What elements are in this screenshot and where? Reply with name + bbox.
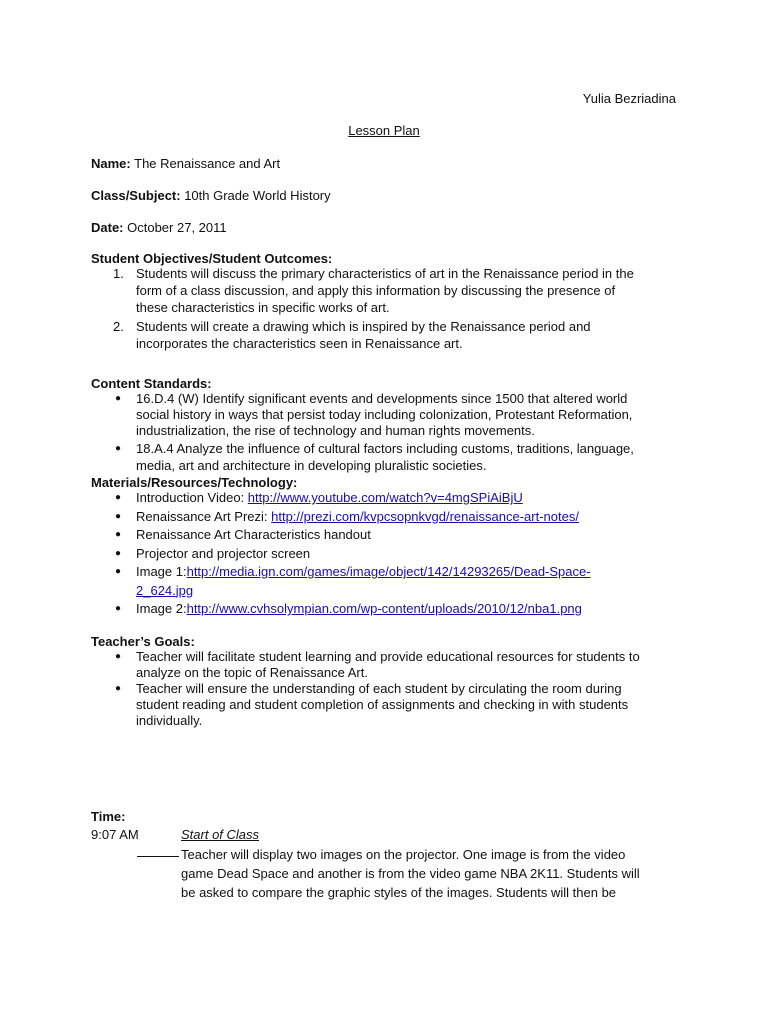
bullet-icon: ● (115, 529, 122, 540)
class-subject-field (91, 187, 331, 204)
bullet-icon: ● (115, 683, 122, 694)
list-item (91, 649, 681, 681)
goals-list (91, 649, 681, 729)
list-item-line: analyze on the topic of Renaissance Art. (136, 665, 368, 680)
entry-title: Start of Class (181, 827, 260, 842)
list-item-line: incorporates the characteristics seen in Renaissance art. (136, 336, 463, 351)
list-item-line: Students will create a drawing which is inspired by the Renaissance period and (136, 319, 591, 334)
date-label: Date: (91, 220, 124, 235)
list-item (91, 526, 681, 545)
description-line: Teacher will display two images on the projector. One image is from the video (181, 847, 626, 862)
name-field (91, 155, 280, 172)
list-item (91, 318, 681, 352)
name-value: The Renaissance and Art (130, 156, 281, 171)
author-name: Yulia Bezriadina (582, 91, 676, 106)
list-marker: 2. (113, 319, 124, 334)
list-item-line: 16.D.4 (W) Identify significant events and developments since 1500 that altered world (136, 391, 628, 406)
goals-heading: Teacher’s Goals: (91, 634, 195, 649)
bullet-icon: ● (115, 393, 122, 404)
description-line: game Dead Space and another is from the video game NBA 2K11. Students will (181, 866, 640, 881)
blank-line (137, 844, 179, 861)
materials-heading: Materials/Resources/Technology: (91, 475, 298, 490)
list-item-line: Teacher will ensure the understanding of each student by circulating the room during (136, 681, 622, 696)
image-2-link[interactable]: http://www.cvhsolympian.com/wp-content/uploads/2010/12/nba1.png (186, 601, 582, 616)
name-label: Name: (91, 156, 131, 171)
list-item (91, 265, 681, 316)
class-subject-label: Class/Subject: (91, 188, 181, 203)
bullet-icon: ● (115, 651, 122, 662)
page-title: Lesson Plan (348, 123, 420, 138)
description-line: be asked to compare the graphic styles of the images. Students will then be (181, 885, 617, 900)
list-item (91, 600, 681, 619)
list-item-line: these characteristics in specific works of art. (136, 300, 390, 315)
time-heading: Time: (91, 809, 126, 824)
entry-time: 9:07 AM (91, 827, 139, 842)
list-item (91, 563, 681, 600)
date-value: October 27, 2011 (123, 220, 227, 235)
intro-video-link[interactable]: http://www.youtube.com/watch?v=4mgSPiAiBjU (247, 490, 523, 505)
list-item (91, 390, 681, 439)
standards-heading: Content Standards: (91, 376, 212, 391)
list-item (91, 545, 681, 564)
list-item-line: individually. (136, 713, 203, 728)
image-1-link-continued[interactable]: 2_624.jpg (136, 582, 194, 598)
list-item-line: Teacher will facilitate student learning and provide educational resources for students to (136, 649, 640, 664)
list-item (91, 508, 681, 527)
objectives-list (91, 265, 681, 352)
entry-description (181, 845, 681, 902)
bullet-icon: ● (115, 510, 122, 522)
list-item-line: Students will discuss the primary characteristics of art in the Renaissance period in the (136, 266, 634, 281)
standards-list (91, 390, 681, 474)
list-marker: 1. (113, 266, 124, 281)
image-1-link[interactable]: http://media.ign.com/games/image/object/142/14293265/Dead-Space- (186, 564, 591, 579)
bullet-icon: ● (115, 603, 122, 614)
list-item-line: media, art and architecture in developing pluralistic societies. (136, 458, 487, 473)
material-label: Renaissance Art Characteristics handout (136, 527, 371, 542)
material-label: Image 2: (136, 601, 187, 616)
list-item-line: social history in ways that persist today including colonization, Protestant Reformation, (136, 407, 633, 422)
materials-list (91, 489, 681, 619)
bullet-icon: ● (115, 443, 122, 454)
list-item-line: industrialization, the rise of technology and human rights movements. (136, 423, 535, 438)
bullet-icon: ● (115, 547, 122, 559)
material-label: Renaissance Art Prezi: (136, 508, 272, 524)
list-item-line: form of a class discussion, and apply this information by discussing the presence of (136, 283, 616, 298)
list-item (91, 681, 681, 729)
prezi-link[interactable]: http://prezi.com/kvpcsopnkvgd/renaissance-art-notes/ (271, 508, 579, 524)
class-subject-value: 10th Grade World History (180, 188, 331, 203)
material-label: Image 1: (136, 564, 187, 579)
list-item (91, 440, 681, 474)
list-item (91, 489, 681, 508)
material-label: Introduction Video: (136, 490, 248, 505)
date-field (91, 219, 227, 236)
material-label: Projector and projector screen (136, 545, 311, 561)
list-item-line: student reading and student completion of assignments and checking in with students (136, 697, 629, 712)
objectives-heading: Student Objectives/Student Outcomes: (91, 251, 333, 266)
list-item-line: 18.A.4 Analyze the influence of cultural factors including customs, traditions, language, (136, 441, 634, 456)
bullet-icon: ● (115, 492, 122, 503)
bullet-icon: ● (115, 566, 122, 577)
